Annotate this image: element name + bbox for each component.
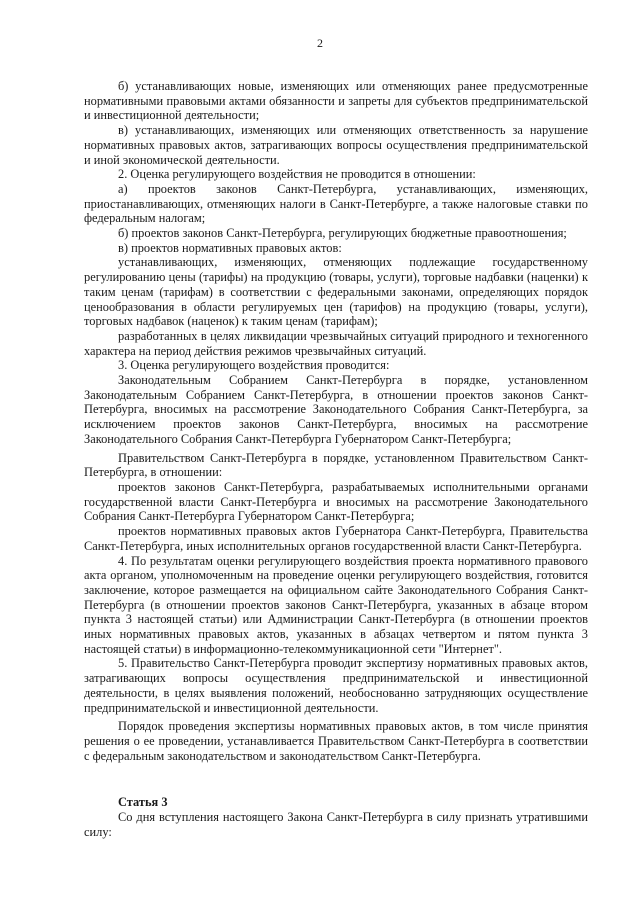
- paragraph-a-tax-laws: а) проектов законов Санкт-Петербурга, устанавливающих, изменяющих, приостанавливающих, отменяющих налоги в Санкт-Петербурге, а также налоговые ставки по федеральным налогам;: [84, 181, 588, 226]
- paragraph-4-conclusion: 4. По результатам оценки регулирующего воздействия проекта нормативного правового акта органом, уполномоченным на проведение оценки регулирующего воздействия, готовится заключение, которое размещается на официальном сайте Законодательного Собрания Санкт-Петербурга (в отношении проектов законов Санкт-Петербурга, указанных в абзаце втором пункта 3 настоящей статьи) или Администрации Санкт-Петербурга (в отношении проектов иных нормативных правовых актов, указанных в абзацах четвертом и пятом пункта 3 настоящей статьи) в информационно-телекоммуникационной сети "Интернет".: [84, 553, 588, 656]
- paragraph-government-intro: Правительством Санкт-Петербурга в порядке, установленном Правительством Санкт-Петербурга, в отношении:: [84, 450, 588, 480]
- paragraph-3-assessment-intro: 3. Оценка регулирующего воздействия проводится:: [118, 358, 390, 373]
- paragraph-legislative-assembly: Законодательным Собранием Санкт-Петербурга в порядке, установленном Законодательным Собранием Санкт-Петербурга, в отношении проектов законов Санкт-Петербурга, вносимых на рассмотрение Законодательного Собрания Санкт-Петербурга, за исключением проектов законов Санкт-Петербурга, вносимых на рассмотрение Законодательного Собрания Санкт-Петербурга Губернатором Санкт-Петербурга;: [84, 373, 588, 446]
- paragraph-b-obligations: б) устанавливающих новые, изменяющих или отменяющих ранее предусмотренные нормативными правовыми актами обязанности и запреты для субъектов предпринимательской и инвестиционной деятельности;: [84, 79, 588, 123]
- article-3-paragraph: Со дня вступления настоящего Закона Санкт-Петербурга в силу признать утратившими силу:: [84, 810, 588, 839]
- paragraph-draft-laws: проектов законов Санкт-Петербурга, разрабатываемых исполнительными органами государственной власти Санкт-Петербурга и вносимых на рассмотрение Законодательного Собрания Санкт-Петербурга Губернатором Санкт-Петербурга;: [84, 479, 588, 524]
- article-3-heading: Статья 3: [118, 795, 168, 810]
- paragraph-v-responsibility: в) устанавливающих, изменяющих или отменяющих ответственность за нарушение нормативных правовых актов, затрагивающих вопросы осуществления предпринимательской и иной экономической деятельности.: [84, 123, 588, 167]
- document-body: [84, 79, 588, 839]
- paragraph-expertise-procedure: Порядок проведения экспертизы нормативных правовых актов, в том числе принятия решения о ее проведении, устанавливается Правительством Санкт-Петербурга в соответствии с федеральным законодательством и законодательством Санкт-Петербурга.: [84, 719, 588, 763]
- paragraph-b-budget-laws: б) проектов законов Санкт-Петербурга, регулирующих бюджетные правоотношения;: [118, 226, 567, 241]
- paragraph-draft-acts: проектов нормативных правовых актов Губернатора Санкт-Петербурга, Правительства Санкт-Петербурга, иных исполнительных органов государственной власти Санкт-Петербурга.: [84, 524, 588, 553]
- page-number: 2: [317, 36, 323, 50]
- paragraph-regulated-prices: устанавливающих, изменяющих, отменяющих подлежащие государственному регулированию цены (тарифы) на продукцию (товары, услуги), торговые надбавки (наценки) к таким ценам (тарифам) в соответствии с федеральными законами, определяющих порядок ценообразования в области регулируемых цен (тарифов) на продукцию (товары, услуги), торговых надбавок (наценок) к таким ценам (тарифам);: [84, 255, 588, 329]
- paragraph-5-expertise: 5. Правительство Санкт-Петербурга проводит экспертизу нормативных правовых актов, затрагивающих вопросы осуществления предпринимательской и инвестиционной деятельности, в целях выявления положений, необоснованно затрудняющих осуществление предпринимательской и инвестиционной деятельности.: [84, 656, 588, 715]
- paragraph-emergency: разработанных в целях ликвидации чрезвычайных ситуаций природного и техногенного характера на период действия режимов чрезвычайных ситуаций.: [84, 328, 588, 358]
- paragraph-2-exclusions-intro: 2. Оценка регулирующего воздействия не проводится в отношении:: [118, 167, 476, 182]
- paragraph-v-normative-acts: в) проектов нормативных правовых актов:: [118, 240, 342, 255]
